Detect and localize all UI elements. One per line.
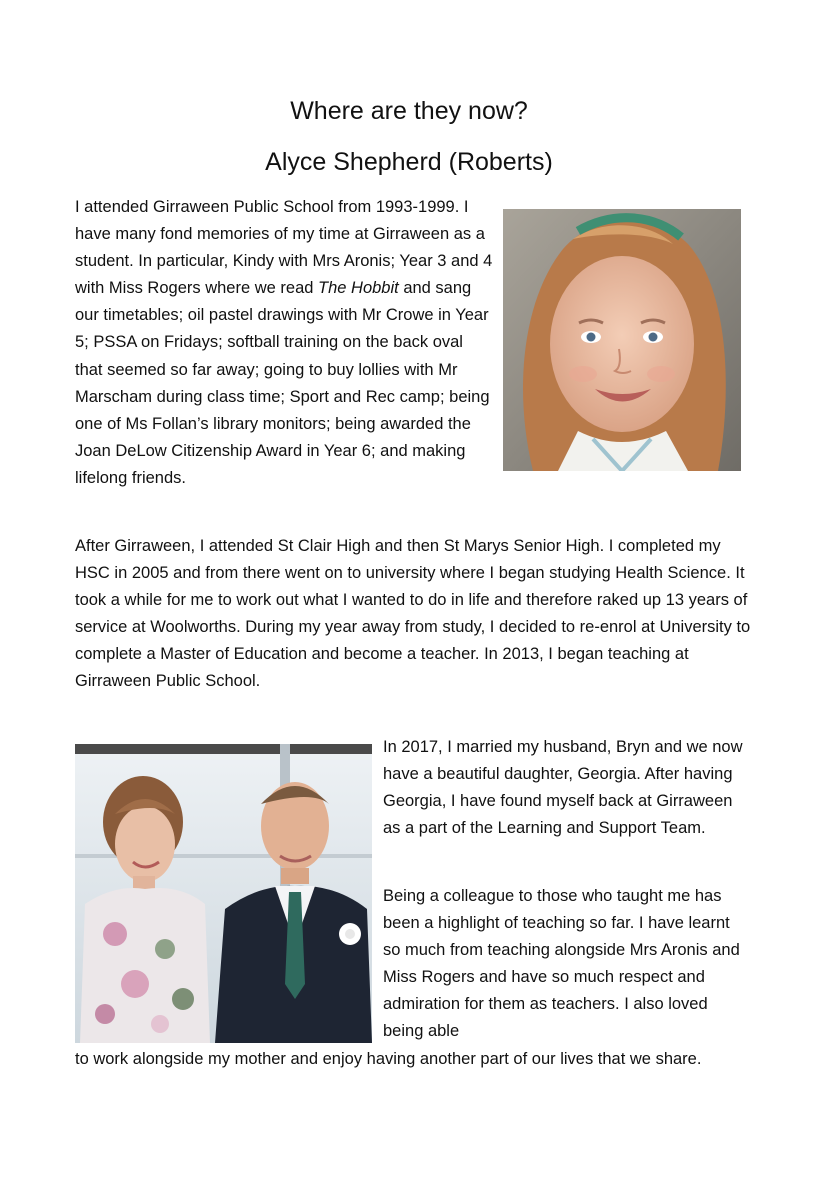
wedding-photo xyxy=(75,744,372,1043)
page-title: Where are they now? xyxy=(290,97,528,125)
education-career-paragraph: After Girraween, I attended St Clair High and then St Marys Senior High. I completed my HSC in 2005 and from there went on to university where I began studying Health Science. It took a while for me to work out what I wanted to do in life and therefore raked up 13 years of service at Woolworths. During my year away from study, I decided to re-enrol at University to complete a Master of Education and become a teacher. In 2013, I began teaching at Girraween Public School. xyxy=(75,537,751,691)
paragraph-text: I attended Girraween Public School from 1993-1999. I have many fond memories of my time at Girraween as a student. In particular, Kindy with Mrs Aronis; Year 3 and 4 with Miss Rogers where we read xyxy=(75,198,493,298)
wedding-photo-illustration xyxy=(75,744,372,1043)
paragraph-text: and sang our timetables; oil pastel drawings with Mr Crowe in Year 5; PSSA on Fridays; softball training on the back oval that seemed so far away; going to buy lollies with Mr Marscham during class time; Sport and Rec camp; being one of Ms Follan’s library monitors; being awarded the Joan DeLow Citizenship Award in Year 6; and making lifelong friends. xyxy=(75,279,490,487)
colleague-paragraph-continued: to work alongside my mother and enjoy having another part of our lives that we share. xyxy=(75,1050,702,1068)
childhood-photo-illustration xyxy=(503,209,741,471)
childhood-school-photo xyxy=(503,209,741,471)
person-name-heading: Alyce Shepherd (Roberts) xyxy=(265,148,553,176)
colleague-paragraph: Being a colleague to those who taught me has been a highlight of teaching so far. I have learnt so much from teaching alongside Mrs Aronis and Miss Rogers and have so much respect and admiration for them as teachers. I also loved being able xyxy=(383,887,740,1041)
school-memories-paragraph xyxy=(75,194,495,492)
book-title: The Hobbit xyxy=(318,279,399,298)
marriage-paragraph: In 2017, I married my husband, Bryn and we now have a beautiful daughter, Georgia. After having Georgia, I have found myself back at Girraween as a part of the Learning and Support Team. xyxy=(383,738,743,838)
